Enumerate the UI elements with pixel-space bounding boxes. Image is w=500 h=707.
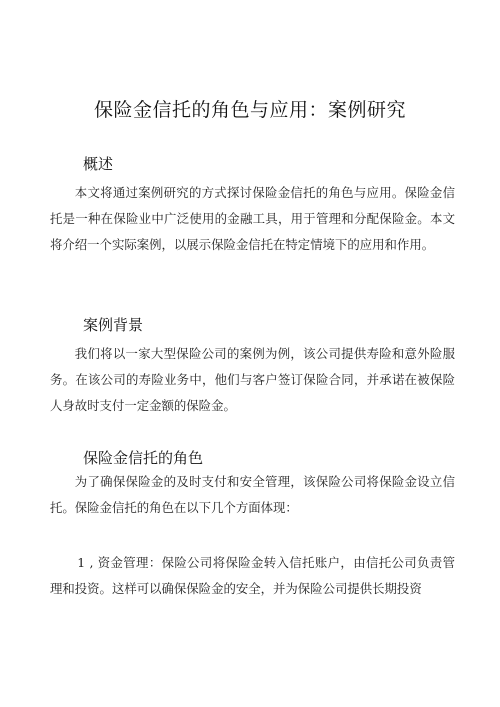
section-heading-case-background: 案例背景: [83, 316, 144, 334]
paragraph-case-background: 我们将以一家大型保险公司的案例为例，该公司提供寿险和意外险服务。在该公司的寿险业务中，他们与客户签订保险合同，并承诺在被保险人身故时支付一定金额的保险金。: [50, 346, 455, 413]
paragraph-trust-role-intro: 为了确保保险金的及时支付和安全管理，该保险公司将保险金设立信托。保险金信托的角色在以下几个方面体现：: [50, 474, 455, 515]
section-heading-trust-role: 保险金信托的角色: [83, 449, 204, 467]
paragraph-overview: 本文将通过案例研究的方式探讨保险金信托的角色与应用。保险金信托是一种在保险业中广泛使用的金融工具，用于管理和分配保险金。本文将介绍一个实际案例，以展示保险金信托在特定情境下的应用和作用。: [50, 185, 455, 252]
section-heading-overview: 概述: [83, 155, 114, 173]
document-title: 保险金信托的角色与应用：案例研究: [93, 99, 406, 121]
list-item-fund-management: 1 , 资金管理：保险公司将保险金转入信托账户，由信托公司负责管理和投资。这样可以确保保险金的安全，并为保险公司提供长期投资: [50, 555, 455, 596]
